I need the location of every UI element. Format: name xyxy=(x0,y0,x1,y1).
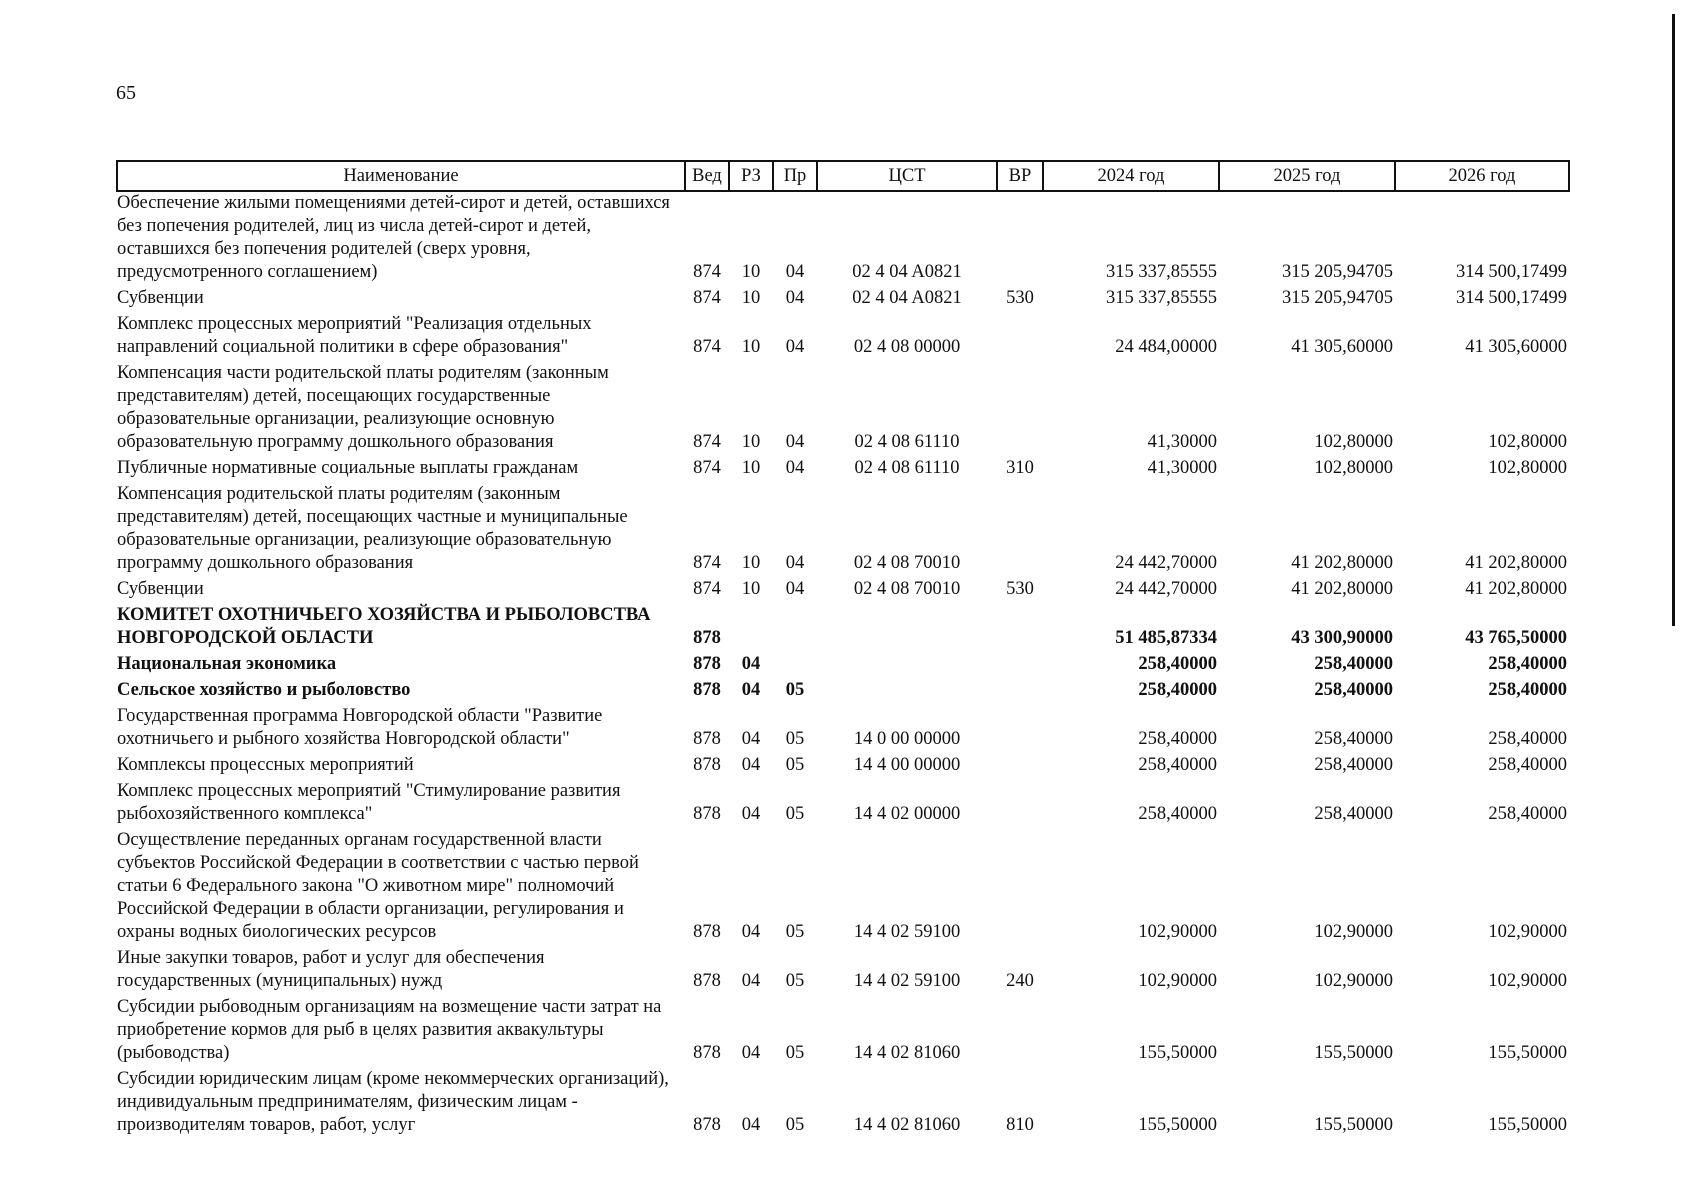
cell-2026: 102,90000 xyxy=(1488,971,1567,991)
cell-rz: 04 xyxy=(741,922,761,942)
cell-2026: 258,40000 xyxy=(1488,755,1567,775)
cell-2026: 155,50000 xyxy=(1488,1115,1567,1135)
cell-rz: 10 xyxy=(741,553,761,573)
table-row xyxy=(117,754,1569,780)
cell-2025: 155,50000 xyxy=(1314,1115,1393,1135)
cell-name: Комплекс процессных мероприятий "Реализация отдельных направлений социальной политики в сфере образования" xyxy=(117,314,592,357)
cell-ved: 878 xyxy=(693,729,721,749)
cell-pr: 05 xyxy=(785,680,805,700)
cell-rz: 04 xyxy=(741,755,761,775)
header-vr: ВР xyxy=(997,161,1043,191)
cell-2025: 258,40000 xyxy=(1314,680,1393,700)
cell-ved: 874 xyxy=(693,553,721,573)
header-pr: Пр xyxy=(773,161,817,191)
cell-2025: 41 202,80000 xyxy=(1291,553,1393,573)
cell-cst: 02 4 08 61110 xyxy=(854,432,960,452)
cell-2026: 41 305,60000 xyxy=(1465,337,1567,357)
cell-name: Обеспечение жилыми помещениями детей-сирот и детей, оставшихся без попечения родителей, лиц из числа детей-сирот и детей, оставшихся без попечения родителей (сверх уровня, предусмотренного соглашением) xyxy=(117,193,670,282)
cell-rz xyxy=(729,604,773,653)
table-row xyxy=(117,947,1569,996)
cell-rz: 04 xyxy=(741,1043,761,1063)
cell-name: Компенсация части родительской платы родителям (законным представителям) детей, посещающих государственные образовательные организации, реализующие основную образовательную программу дошкольного образования xyxy=(117,363,609,452)
cell-rz: 04 xyxy=(741,680,761,700)
cell-vr xyxy=(997,483,1043,578)
table-row xyxy=(117,457,1569,483)
cell-cst: 02 4 08 00000 xyxy=(853,337,961,357)
cell-name: Компенсация родительской платы родителям (законным представителям) детей, посещающих частные и муниципальные образовательные организации, реализующие образовательную программу дошкольного образования xyxy=(117,484,628,573)
cell-pr: 04 xyxy=(785,458,805,478)
cell-vr: 530 xyxy=(1006,579,1034,599)
cell-2026: 43 765,50000 xyxy=(1465,628,1567,648)
header-name: Наименование xyxy=(117,161,685,191)
table-row xyxy=(117,705,1569,754)
cell-2026: 258,40000 xyxy=(1488,654,1567,674)
cell-2026: 155,50000 xyxy=(1488,1043,1567,1063)
cell-2025: 102,80000 xyxy=(1314,432,1393,452)
table-row xyxy=(117,653,1569,679)
cell-ved: 878 xyxy=(693,654,721,674)
cell-ved: 878 xyxy=(693,804,721,824)
table-row xyxy=(117,362,1569,457)
budget-table-container xyxy=(116,160,1568,1140)
cell-cst: 02 4 08 61110 xyxy=(854,458,960,478)
table-row xyxy=(117,578,1569,604)
cell-pr: 05 xyxy=(785,729,805,749)
cell-name: Государственная программа Новгородской области "Развитие охотничьего и рыбного хозяйства Новгородской области" xyxy=(117,706,603,749)
cell-cst: 02 4 08 70010 xyxy=(853,579,961,599)
cell-2024: 24 442,70000 xyxy=(1115,579,1217,599)
cell-2025: 258,40000 xyxy=(1314,729,1393,749)
cell-name: Публичные нормативные социальные выплаты гражданам xyxy=(117,458,579,478)
cell-ved: 878 xyxy=(693,755,721,775)
cell-name: Субсидии юридическим лицам (кроме некоммерческих организаций), индивидуальным предпринимателям, физическим лицам - производителям товаров, работ, услуг xyxy=(117,1069,669,1135)
cell-name: Комплексы процессных мероприятий xyxy=(117,755,414,775)
table-header-row xyxy=(117,161,1569,191)
cell-2025: 41 202,80000 xyxy=(1291,579,1393,599)
cell-2026: 102,80000 xyxy=(1488,432,1567,452)
cell-ved: 878 xyxy=(693,1043,721,1063)
cell-pr: 04 xyxy=(785,262,805,282)
cell-2024: 155,50000 xyxy=(1138,1115,1217,1135)
cell-ved: 874 xyxy=(693,337,721,357)
cell-rz: 04 xyxy=(741,654,761,674)
cell-cst xyxy=(817,679,997,705)
cell-2024: 258,40000 xyxy=(1138,804,1217,824)
cell-cst: 14 4 02 81060 xyxy=(853,1043,961,1063)
cell-pr: 04 xyxy=(785,432,805,452)
cell-2025: 315 205,94705 xyxy=(1282,288,1393,308)
table-row xyxy=(117,313,1569,362)
cell-2026: 41 202,80000 xyxy=(1465,553,1567,573)
table-row xyxy=(117,483,1569,578)
cell-ved: 878 xyxy=(693,680,721,700)
cell-name: КОМИТЕТ ОХОТНИЧЬЕГО ХОЗЯЙСТВА И РЫБОЛОВСТВА НОВГОРОДСКОЙ ОБЛАСТИ xyxy=(117,605,651,648)
cell-2025: 155,50000 xyxy=(1314,1043,1393,1063)
cell-cst: 14 4 02 81060 xyxy=(853,1115,961,1135)
cell-cst: 02 4 04 A0821 xyxy=(852,262,962,282)
cell-pr: 05 xyxy=(785,1115,805,1135)
table-body xyxy=(117,191,1569,1140)
cell-vr: 810 xyxy=(1006,1115,1034,1135)
cell-2024: 315 337,85555 xyxy=(1106,262,1217,282)
table-row xyxy=(117,604,1569,653)
page-number: 65 xyxy=(116,82,136,104)
cell-2025: 102,90000 xyxy=(1314,971,1393,991)
cell-2024: 258,40000 xyxy=(1138,680,1217,700)
header-cst: ЦСТ xyxy=(817,161,997,191)
cell-2024: 41,30000 xyxy=(1147,432,1217,452)
cell-vr xyxy=(997,705,1043,754)
cell-name: Субвенции xyxy=(117,579,204,599)
cell-pr: 04 xyxy=(785,337,805,357)
cell-ved: 874 xyxy=(693,458,721,478)
cell-2026: 258,40000 xyxy=(1488,680,1567,700)
cell-pr: 04 xyxy=(785,553,805,573)
table-row xyxy=(117,780,1569,829)
cell-2024: 24 442,70000 xyxy=(1115,553,1217,573)
cell-name: Субсидии рыбоводным организациям на возмещение части затрат на приобретение кормов для рыб в целях развития аквакультуры (рыбоводства) xyxy=(117,997,662,1063)
cell-vr xyxy=(997,362,1043,457)
cell-2026: 258,40000 xyxy=(1488,804,1567,824)
cell-cst xyxy=(817,604,997,653)
cell-vr: 530 xyxy=(1006,288,1034,308)
cell-cst: 14 4 00 00000 xyxy=(853,755,961,775)
cell-pr xyxy=(773,653,817,679)
cell-name: Субвенции xyxy=(117,288,204,308)
cell-pr: 05 xyxy=(785,971,805,991)
cell-2024: 258,40000 xyxy=(1138,755,1217,775)
cell-cst: 14 0 00 00000 xyxy=(853,729,961,749)
cell-cst: 02 4 08 70010 xyxy=(853,553,961,573)
cell-ved: 874 xyxy=(693,288,721,308)
cell-vr xyxy=(997,679,1043,705)
cell-2025: 258,40000 xyxy=(1314,755,1393,775)
cell-ved: 878 xyxy=(693,628,721,648)
cell-rz: 10 xyxy=(741,262,761,282)
cell-rz: 10 xyxy=(741,579,761,599)
cell-name: Сельское хозяйство и рыболовство xyxy=(117,680,411,700)
cell-pr: 04 xyxy=(785,288,805,308)
cell-pr: 05 xyxy=(785,922,805,942)
cell-pr: 05 xyxy=(785,755,805,775)
cell-rz: 04 xyxy=(741,1115,761,1135)
table-row xyxy=(117,829,1569,947)
cell-2024: 24 484,00000 xyxy=(1115,337,1217,357)
cell-2024: 258,40000 xyxy=(1138,729,1217,749)
cell-2026: 102,90000 xyxy=(1488,922,1567,942)
cell-vr xyxy=(997,604,1043,653)
cell-2025: 258,40000 xyxy=(1314,654,1393,674)
header-rz: РЗ xyxy=(729,161,773,191)
table-row xyxy=(117,287,1569,313)
table-row xyxy=(117,679,1569,705)
cell-rz: 10 xyxy=(741,458,761,478)
header-2025: 2025 год xyxy=(1219,161,1395,191)
cell-ved: 874 xyxy=(693,432,721,452)
table-row xyxy=(117,1068,1569,1140)
cell-2024: 155,50000 xyxy=(1138,1043,1217,1063)
cell-rz: 10 xyxy=(741,337,761,357)
cell-vr xyxy=(997,313,1043,362)
cell-cst: 02 4 04 A0821 xyxy=(852,288,962,308)
cell-2025: 258,40000 xyxy=(1314,804,1393,824)
cell-2024: 102,90000 xyxy=(1138,922,1217,942)
cell-vr: 310 xyxy=(1006,458,1034,478)
cell-vr xyxy=(997,780,1043,829)
cell-pr: 05 xyxy=(785,804,805,824)
cell-vr: 240 xyxy=(1006,971,1034,991)
cell-pr: 04 xyxy=(785,579,805,599)
cell-ved: 878 xyxy=(693,1115,721,1135)
scan-edge-line xyxy=(1672,14,1675,626)
cell-vr xyxy=(997,829,1043,947)
cell-vr xyxy=(997,996,1043,1068)
cell-ved: 878 xyxy=(693,971,721,991)
cell-rz: 04 xyxy=(741,971,761,991)
cell-2025: 315 205,94705 xyxy=(1282,262,1393,282)
cell-2024: 41,30000 xyxy=(1147,458,1217,478)
header-2024: 2024 год xyxy=(1043,161,1219,191)
cell-rz: 10 xyxy=(741,288,761,308)
cell-2025: 41 305,60000 xyxy=(1291,337,1393,357)
cell-2026: 314 500,17499 xyxy=(1456,262,1567,282)
cell-vr xyxy=(997,653,1043,679)
cell-name: Комплекс процессных мероприятий "Стимулирование развития рыбохозяйственного комплекса" xyxy=(117,781,621,824)
cell-ved: 874 xyxy=(693,579,721,599)
cell-2026: 314 500,17499 xyxy=(1456,288,1567,308)
cell-ved: 878 xyxy=(693,922,721,942)
cell-cst: 14 4 02 00000 xyxy=(853,804,961,824)
cell-vr xyxy=(997,191,1043,287)
cell-2026: 41 202,80000 xyxy=(1465,579,1567,599)
header-ved: Вед xyxy=(685,161,729,191)
cell-ved: 874 xyxy=(693,262,721,282)
table-row xyxy=(117,996,1569,1068)
cell-cst xyxy=(817,653,997,679)
cell-2025: 102,90000 xyxy=(1314,922,1393,942)
cell-2025: 102,80000 xyxy=(1314,458,1393,478)
cell-2026: 258,40000 xyxy=(1488,729,1567,749)
cell-2024: 315 337,85555 xyxy=(1106,288,1217,308)
cell-2025: 43 300,90000 xyxy=(1291,628,1393,648)
cell-vr xyxy=(997,754,1043,780)
cell-2024: 51 485,87334 xyxy=(1115,628,1217,648)
cell-2024: 258,40000 xyxy=(1138,654,1217,674)
cell-pr xyxy=(773,604,817,653)
cell-cst: 14 4 02 59100 xyxy=(853,971,961,991)
cell-name: Иные закупки товаров, работ и услуг для обеспечения государственных (муниципальных) нужд xyxy=(117,948,545,991)
cell-rz: 10 xyxy=(741,432,761,452)
cell-2026: 102,80000 xyxy=(1488,458,1567,478)
header-2026: 2026 год xyxy=(1395,161,1569,191)
cell-rz: 04 xyxy=(741,729,761,749)
table-row xyxy=(117,191,1569,287)
cell-name: Осуществление переданных органам государственной власти субъектов Российской Федерации в соответствии с частью первой статьи 6 Федерального закона "О животном мире" полномочий Российской Федерации в области организации, регулирования и охраны водных биологических ресурсов xyxy=(117,830,639,942)
cell-2024: 102,90000 xyxy=(1138,971,1217,991)
budget-table xyxy=(116,160,1570,1140)
cell-rz: 04 xyxy=(741,804,761,824)
cell-cst: 14 4 02 59100 xyxy=(853,922,961,942)
cell-pr: 05 xyxy=(785,1043,805,1063)
cell-name: Национальная экономика xyxy=(117,654,337,674)
